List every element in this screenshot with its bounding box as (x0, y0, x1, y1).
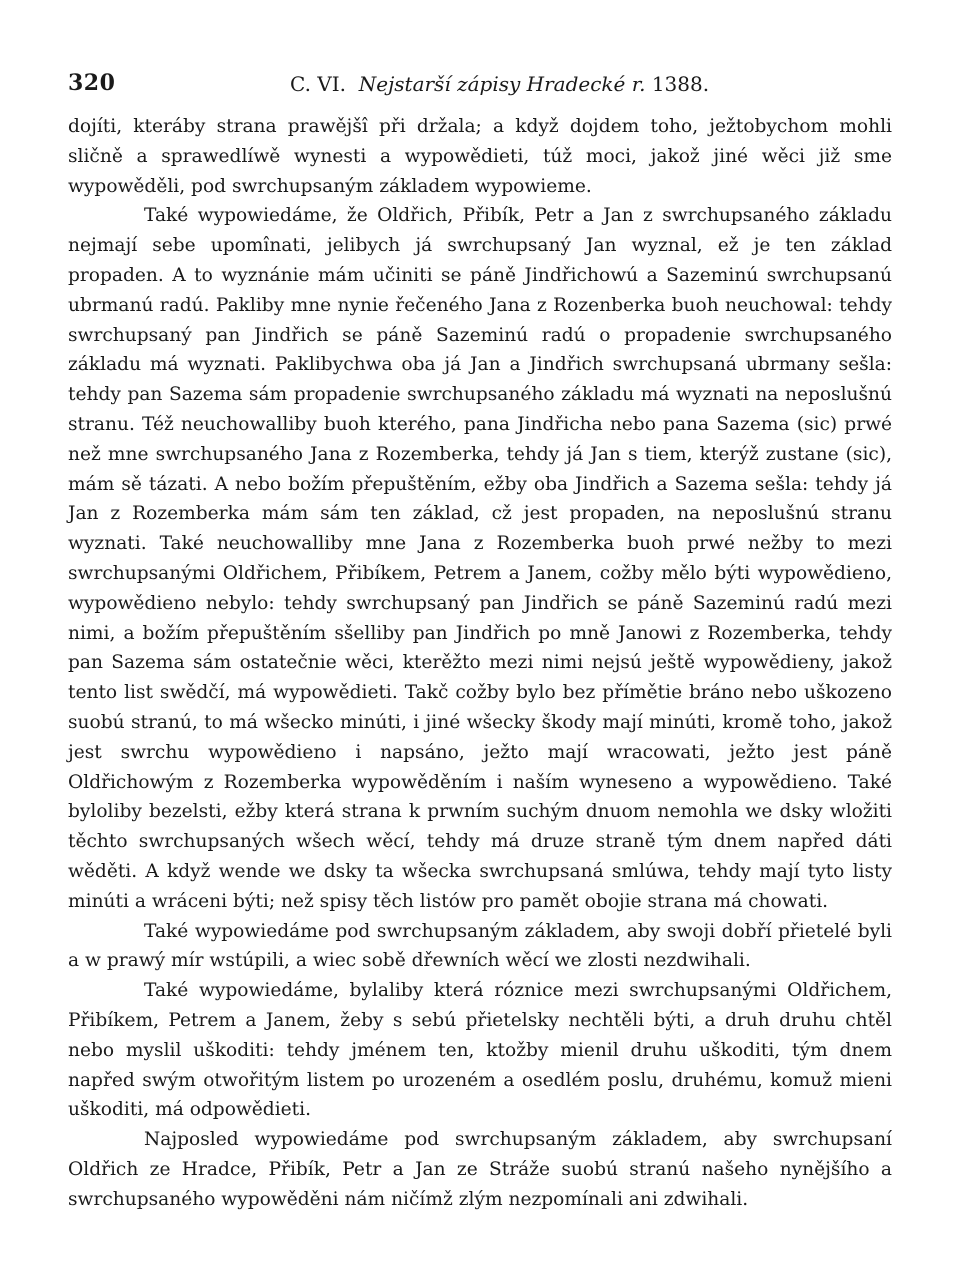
paragraph: Také wypowiedáme, bylaliby která róznice mezi swrchupsanými Oldřichem, Přibíkem, Petrem a Janem, žeby s sebú přietelsky nechtěli býti, a druh druhu chtěl nebo myslil uškoditi: tehdy jménem ten, ktožby mienil druhu uškoditi, tým dnem napřed swým otwořitým listem po urozeném a osedlém poslu, druhému, komuž mieni uškoditi, má odpowědieti. (68, 980, 892, 1121)
running-title-year: 1388. (651, 72, 710, 96)
paragraph: Najposled wypowiedáme pod swrchupsaným základem, aby swrchupsaní Oldřich ze Hradce, Přibík, Petr a Jan ze Stráže suobú stranú našeho nynějšího a swrchupsaného wypowěděni nám ničímž zlým nezpomínali ani zdwihali. (68, 1129, 892, 1210)
running-title-italic: Nejstarší zápisy Hradecké r. (358, 72, 646, 96)
paragraph: Také wypowiedáme, že Oldřich, Přibík, Petr a Jan z swrchupsaného základu nejmají sebe upomînati, jelibych já swrchupsaný Jan wyznal, ež je ten základ propaden. A to wyznánie mám učiniti se páně Jindřichowú a Sazeminú swrchupsanú ubrmanú radú. Pakliby mne nynie řečeného Jana z Rozenberka buoh neuchowal: tehdy swrchupsaný pan Jindřich se páně Sazeminú radú o propadenie swrchupsaného základu má wyznati. Paklibychwa oba já Jan a Jindřich swrchupsaná ubrmany sešla: tehdy pan Sazema sám propadenie swrchupsaného základu má wyznati na neposlušnú stranu. Též neuchowalliby buoh kterého, pana Jindřicha nebo pana Sazema (sic) prwé než mne swrchupsaného Jana z Rozemberka, tehdy já Jan s tiem, kterýž zustane (sic), mám sě tázati. A nebo božím přepuštěním, ežby oba Jindřich a Sazema sešla: tehdy já Jan z Rozemberka mám sám ten základ, cž jest propaden, na neposlušnú stranu wyznati. Také neuchowalliby mne Jana z Rozemberka buoh prwé nežby to mezi swrchupsanými Oldřichem, Přibíkem, Petrem a Janem, cožby mělo býti wypowědieno, wypowědieno nebylo: tehdy swrchupsaný pan Jindřich se páně Sazeminú radú mezi nimi, a božím přepuštěním sšelliby pan Jindřich po mně Janowi z Rozemberka, tehdy pan Sazema sám ostatečnie wěci, kterěžto mezi nimi nejsú ještě wypowědieny, jakož tento list swědčí, má wypowědieti. Takč cožby bylo bez přímětie bráno nebo uškozeno suobú stranú, to má wšecko minúti, i jiné wšecky škody mají minúti, kromě toho, jakož jest swrchu wypowědieno i napsáno, ježto mají wracowati, ježto jest páně Oldřichowým z Rozemberka wypowěděním i naším wyneseno a wypowědieno. Také byloliby bezelsti, ežby která strana k prwním suchým dnuom nemohla we dsky wložiti těchto swrchupsaných wšech wěcí, tehdy má druze straně tým dnem napřed dáti wěděti. A když wende we dsky ta wšecka swrchupsaná smlúwa, tehdy mají tyto listy minúti a wráceni býti; než spisy těch listów pro pamět obojie strana má chowati. (68, 205, 892, 912)
body-text (68, 112, 892, 1214)
paragraph: Také wypowiedáme pod swrchupsaným základem, aby swoji dobří přietelé byli a w prawý mír wstúpili, a wiec sobě dřewních wěcí we zlosti nezdwihali. (68, 920, 892, 972)
paragraph-continuation: dojíti, kteráby strana prawějšî při držala; a když dojdem toho, ježtobychom mohli sličně a sprawedlíwě wynesti a wypowědieti, túž moci, jakož jiné wěci již sme wypowěděli, pod swrchupsaným základem wypowieme. (68, 116, 892, 197)
running-header (68, 68, 892, 98)
page-number: 320 (68, 70, 116, 96)
running-title (290, 72, 709, 96)
chapter-label: C. VI. (290, 72, 347, 96)
